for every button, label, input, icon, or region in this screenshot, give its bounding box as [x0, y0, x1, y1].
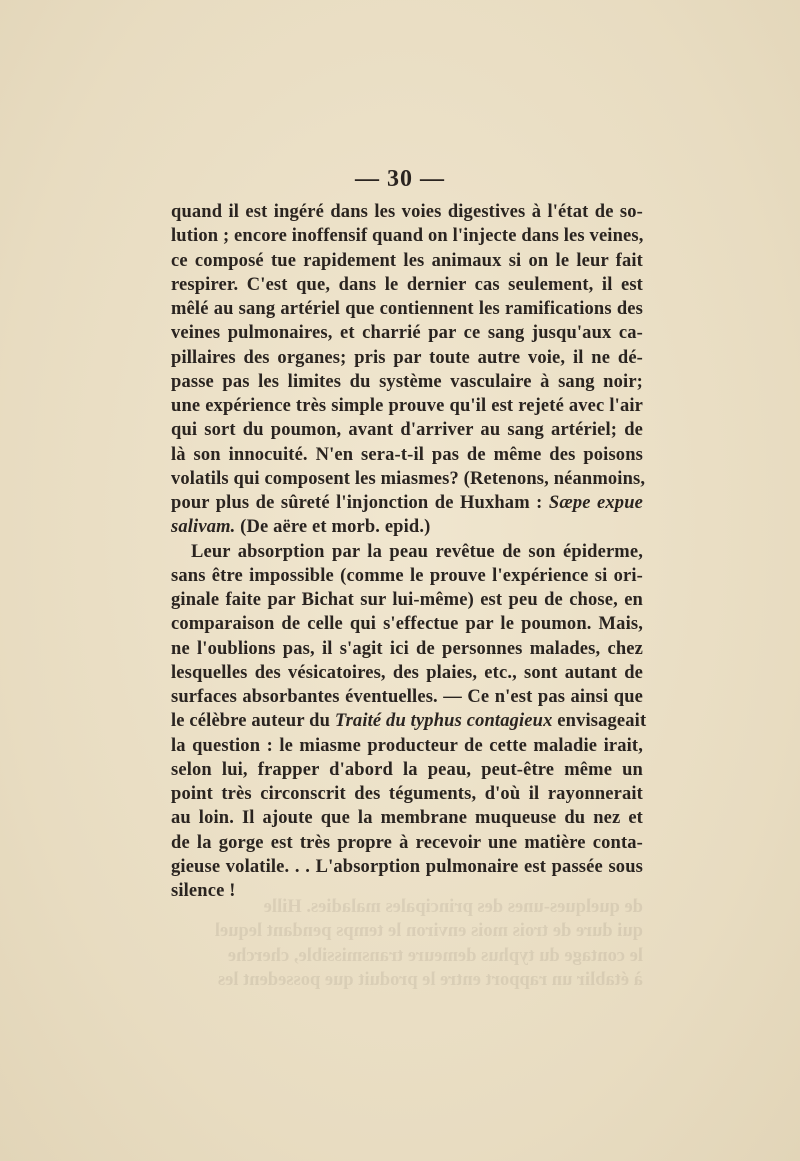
- bleed-through-text: [171, 895, 643, 1005]
- text-line: passe pas les limites du système vasculaire à sang noir;: [171, 371, 643, 392]
- text-line: quand il est ingéré dans les voies digestives à l'état de so-: [171, 202, 643, 222]
- body-text: [171, 200, 647, 903]
- paragraph-first-line: Leur absorption par la peau revêtue de son épiderme,: [191, 541, 643, 562]
- text-line: salivam. (De aëre et morb. epid.): [171, 517, 431, 538]
- bleed-line: le contage du typhus demeure transmissible, cherche: [227, 945, 643, 966]
- text-line: une expérience très simple prouve qu'il est rejeté avec l'air: [171, 396, 643, 416]
- page-number: — 30 —: [355, 166, 445, 192]
- text-line: veines pulmonaires, et charrié par ce sang jusqu'aux ca-: [171, 323, 643, 344]
- text-line: ginale faite par Bichat sur lui-même) est peu de chose, en: [171, 590, 643, 610]
- text-line: mêlé au sang artériel que contiennent les ramifications des: [171, 299, 643, 319]
- text-line: comparaison de celle qui s'effectue par le poumon. Mais,: [171, 614, 643, 635]
- text-line: ce composé tue rapidement les animaux si on le leur fait: [171, 250, 643, 271]
- text-line: sans être impossible (comme le prouve l'expérience si ori-: [171, 565, 643, 586]
- text-line: la question : le miasme producteur de cette maladie irait,: [171, 735, 643, 756]
- text-line: de la gorge est très propre à recevoir une matière conta-: [171, 832, 643, 853]
- text-line: qui sort du poumon, avant d'arriver au sang artériel; de: [171, 420, 643, 441]
- text-line: lesquelles des vésicatoires, des plaies, etc., sont autant de: [171, 662, 643, 683]
- text-line: point très circonscrit des téguments, d'où il rayonnerait: [171, 784, 643, 804]
- text-line: au loin. Il ajoute que la membrane muqueuse du nez et: [171, 808, 643, 829]
- text-line: gieuse volatile. . . L'absorption pulmonaire est passée sous: [171, 856, 643, 877]
- text-line: pour plus de sûreté l'injonction de Huxham : Sæpe expue: [171, 493, 643, 513]
- text-line: surfaces absorbantes éventuelles. — Ce n'est pas ainsi que: [171, 687, 643, 707]
- text-line: silence !: [171, 881, 236, 901]
- text-line: volatils qui composent les miasmes? (Retenons, néanmoins,: [171, 468, 646, 489]
- text-line: ne l'oublions pas, il s'agit ici de personnes malades, chez: [171, 638, 643, 659]
- bleed-line: à établir un rapport entre le produit que possedent les: [217, 969, 643, 990]
- text-line: lution ; encore inoffensif quand on l'injecte dans les veines,: [171, 226, 644, 247]
- text-line: là son innocuité. N'en sera-t-il pas de même des poisons: [171, 444, 643, 465]
- bleed-line: qui dure de trois mois environ le temps pendant lequel: [214, 921, 643, 942]
- text-line: selon lui, frapper d'abord la peau, peut-être même un: [171, 759, 643, 780]
- text-line: le célèbre auteur du Traité du typhus contagieux envisageait: [171, 711, 647, 732]
- text-line: respirer. C'est que, dans le dernier cas seulement, il est: [171, 274, 643, 295]
- bleed-line: de quelques-unes des principales maladies. Hille: [263, 897, 643, 917]
- text-line: pillaires des organes; pris par toute autre voie, il ne dé-: [171, 347, 643, 368]
